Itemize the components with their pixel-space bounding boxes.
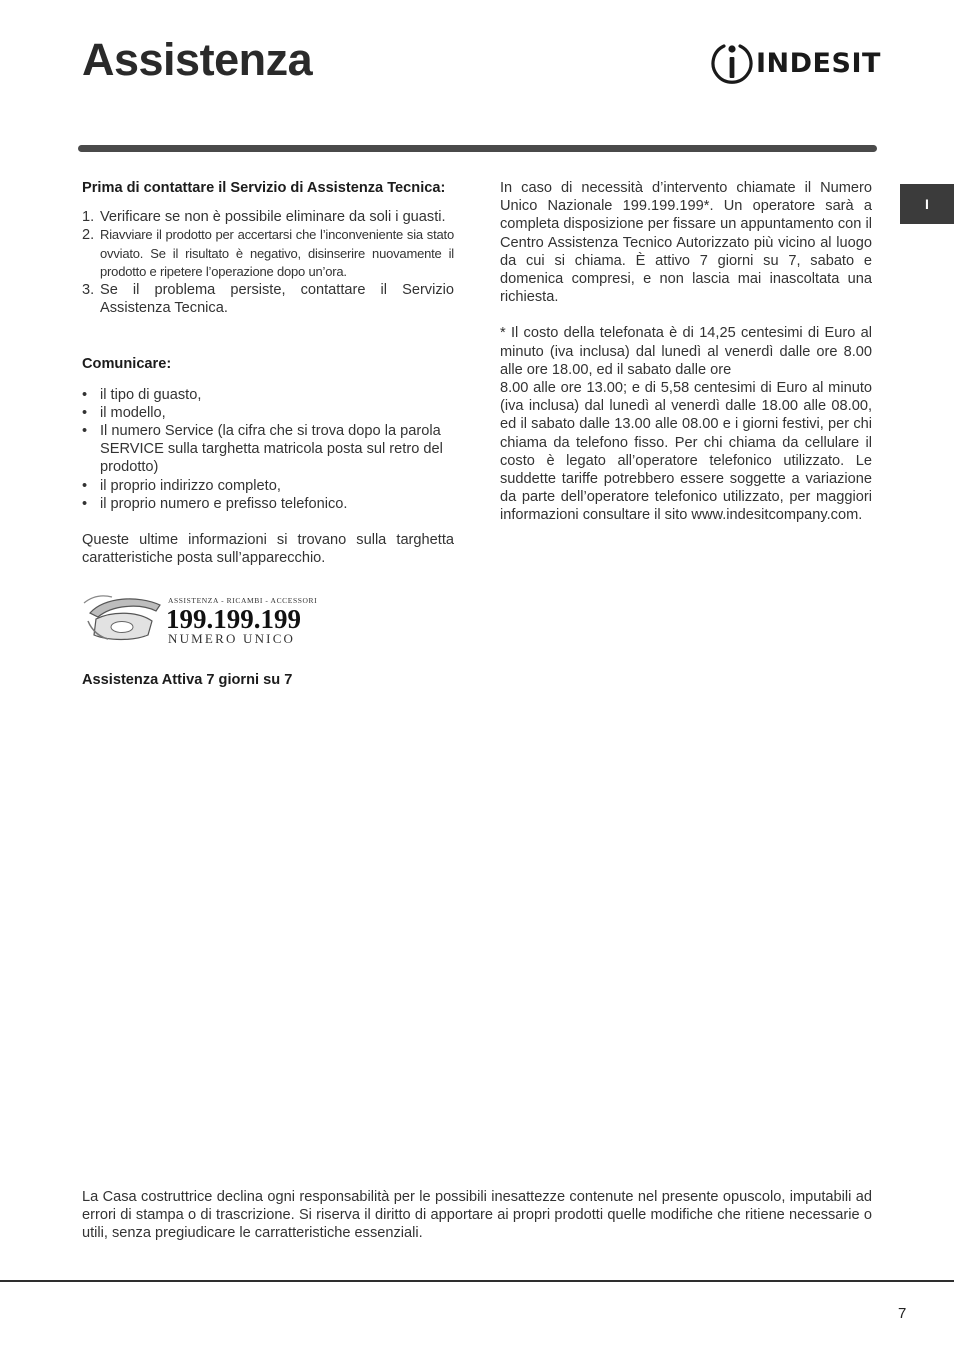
step-text: Se il problema persiste, contattare il Servizio Assistenza Tecnica. <box>100 282 454 317</box>
bullet-icon: • <box>82 423 88 440</box>
list-item <box>82 226 454 281</box>
service-number: 199.199.199 <box>166 604 301 635</box>
active-service-label: Assistenza Attiva 7 giorni su 7 <box>82 672 293 689</box>
bullet-icon: • <box>82 404 88 421</box>
language-tab: I <box>900 184 954 224</box>
telephone-icon <box>84 596 160 640</box>
bullet-icon: • <box>82 495 88 512</box>
list-item <box>82 477 454 495</box>
cost-paragraph-part2: 8.00 alle ore 13.00; e di 5,58 centesimi di Euro al minuto (iva inclusa) dal lunedì al venerdì dalle 18.00 alle 08.00, ed il sabato dalle 13.00 alle 08.00 e i giorni festivi, per chi chiama da telefono fisso. Per chi chiama da cellulare il costo è legato all’operatore telefonico utilizzato. Le suddette tariffe potrebbero essere soggette a variazione da parte dell’operatore telefonico utilizzato, per maggiori informazioni consultare il sito www.indesitcompany.com. <box>500 380 872 524</box>
bullet-text: Il numero Service (la cifra che si trova dopo la parola SERVICE sulla targhetta matricola posta sul retro del prodotto) <box>100 423 443 476</box>
list-item <box>82 208 454 226</box>
contact-paragraph: In caso di necessità d’intervento chiamate il Numero Unico Nazionale 199.199.199*. Un operatore sarà a completa disposizione per fissare un appuntamento con il Centro Assistenza Tecnico Autorizzato più vicino al luogo da cui si chiama. È attivo 7 giorni su 7, sabato e domenica compresi, e non lascia mai inascoltata una richiesta. <box>500 180 872 306</box>
list-item <box>82 281 454 317</box>
page-title: Assistenza <box>82 34 313 85</box>
info-location-text: Queste ultime informazioni si trovano sulla targhetta caratteristiche posta sull’apparecchio. <box>82 532 454 567</box>
page-number: 7 <box>898 1305 907 1322</box>
list-item <box>82 495 454 513</box>
communicate-heading: Comunicare: <box>82 356 172 373</box>
bullet-text: il proprio numero e prefisso telefonico. <box>100 495 348 512</box>
step-text: Verificare se non è possibile eliminare da soli i guasti. <box>100 209 446 226</box>
cost-paragraph-part1: * Il costo della telefonata è di 14,25 centesimi di Euro al minuto (iva inclusa) dal lunedì al venerdì dalle ore 8.00 alle ore 18.00, ed il sabato dalle ore <box>500 325 872 378</box>
service-bottom-line: NUMERO UNICO <box>168 631 296 647</box>
list-item <box>82 422 454 477</box>
step-number: 3. <box>82 282 95 299</box>
info-list <box>82 386 454 513</box>
before-contact-heading: Prima di contattare il Servizio di Assistenza Tecnica: <box>82 180 446 196</box>
bullet-text: il modello, <box>100 404 166 421</box>
disclaimer-text: La Casa costruttrice declina ogni responsabilità per le possibili inesattezze contenute nel presente opuscolo, imputabili ad errori di stampa o di trascrizione. Si riserva il diritto di apportare ai propri prodotti quelle modifiche che ritiene necessarie o utili, senza pregiudicare le carratteristiche essenziali. <box>82 1189 872 1242</box>
service-number-logo <box>82 591 326 647</box>
step-number: 2. <box>82 227 95 244</box>
list-item <box>82 404 454 422</box>
step-text: Riavviare il prodotto per accertarsi che l’inconveniente sia stato ovviato. Se il risultato è negativo, disinserire nuovamente il prodotto e ripetere l’operazione dopo un’ora. <box>100 227 454 279</box>
footer-rule <box>0 1280 954 1282</box>
indesit-logo <box>710 40 880 88</box>
bullet-icon: • <box>82 477 88 494</box>
header-rule <box>78 145 877 152</box>
bullet-text: il proprio indirizzo completo, <box>100 477 281 494</box>
steps-list <box>82 208 454 317</box>
right-column <box>500 179 872 525</box>
step-number: 1. <box>82 209 95 226</box>
brand-name: INDESIT <box>756 48 881 79</box>
left-column <box>82 179 454 690</box>
service-top-line: ASSISTENZA - RICAMBI - ACCESSORI <box>168 596 318 606</box>
bullet-icon: • <box>82 386 88 403</box>
list-item <box>82 386 454 404</box>
bullet-text: il tipo di guasto, <box>100 386 202 403</box>
indesit-i-icon <box>710 40 754 88</box>
